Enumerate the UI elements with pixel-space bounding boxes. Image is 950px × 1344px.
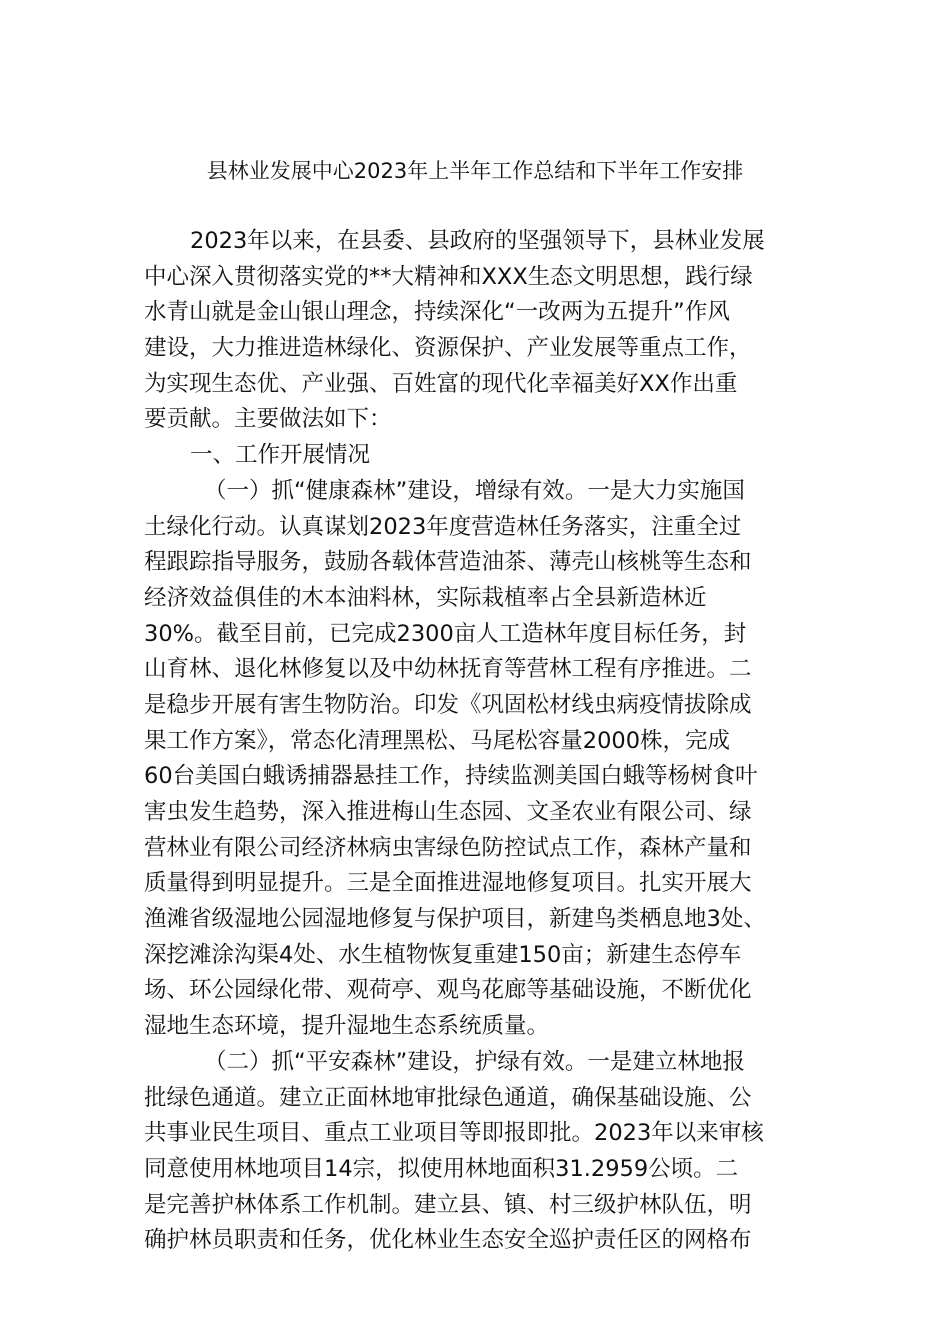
paragraph-line: 湿地生态环境，提升湿地生态系统质量。	[144, 1013, 550, 1040]
paragraph-line: 土绿化行动。认真谋划2023年度营造林任务落实，注重全过	[144, 513, 742, 540]
paragraph-line: 场、环公园绿化带、观荷亭、观鸟花廊等基础设施，不断优化	[144, 977, 752, 1004]
paragraph-line: 经济效益俱佳的木本油料林，实际栽植率占全县新造林近	[144, 584, 707, 611]
paragraph-line: 要贡献。主要做法如下：	[144, 406, 392, 433]
paragraph-line: 果工作方案》，常态化清理黑松、马尾松容量2000株，完成	[144, 727, 731, 754]
paragraph-line: 害虫发生趋势，深入推进梅山生态园、文圣农业有限公司、绿	[144, 799, 752, 825]
paragraph-line: 质量得到明显提升。三是全面推进湿地修复项目。扎实开展大	[144, 870, 752, 897]
paragraph-line: 建设，大力推进造林绿化、资源保护、产业发展等重点工作，	[144, 335, 752, 362]
subsection-heading-line: （一）抓“健康森林”建设，增绿有效。一是大力实施国	[204, 477, 745, 504]
paragraph-line: 确护林员职责和任务，优化林业生态安全巡护责任区的网格布	[144, 1227, 752, 1254]
subsection-heading-line: （二）抓“平安森林”建设，护绿有效。一是建立林地报	[204, 1048, 745, 1075]
paragraph-line: 是稳步开展有害生物防治。印发《巩固松材线虫病疫情拔除成	[144, 691, 752, 718]
paragraph-line: 中心深入贯彻落实党的**大精神和XXX生态文明思想，践行绿	[144, 263, 753, 290]
paragraph-line: 营林业有限公司经济林病虫害绿色防控试点工作，森林产量和	[144, 834, 752, 861]
paragraph-line: 山育林、退化林修复以及中幼林抚育等营林工程有序推进。二	[144, 656, 752, 683]
paragraph-line: 程跟踪指导服务，鼓励各载体营造油茶、薄壳山核桃等生态和	[144, 549, 752, 576]
paragraph-line: 共事业民生项目、重点工业项目等即报即批。2023年以来审核	[144, 1120, 764, 1147]
paragraph-line: 30%。截至目前，已完成2300亩人工造林年度目标任务，封	[144, 620, 747, 647]
paragraph-line: 同意使用林地项目14宗，拟使用林地面积31.2959公顷。二	[144, 1155, 739, 1182]
paragraph-line: 2023年以来，在县委、县政府的坚强领导下，县林业发展	[190, 228, 765, 254]
paragraph-line: 渔滩省级湿地公园湿地修复与保护项目，新建鸟类栖息地3处、	[144, 906, 766, 933]
paragraph-line: 60台美国白蛾诱捕器悬挂工作，持续监测美国白蛾等杨树食叶	[144, 763, 758, 790]
document-title: 县林业发展中心2023年上半年工作总结和下半年工作安排	[206, 159, 744, 183]
paragraph-line: 批绿色通道。建立正面林地审批绿色通道，确保基础设施、公	[144, 1084, 752, 1111]
section-heading: 一、工作开展情况	[190, 442, 371, 469]
paragraph-line: 为实现生态优、产业强、百姓富的现代化幸福美好XX作出重	[144, 370, 738, 397]
document-body	[144, 224, 844, 1259]
paragraph-line: 深挖滩涂沟渠4处、水生植物恢复重建150亩；新建生态停车	[144, 941, 742, 968]
paragraph-line: 水青山就是金山银山理念，持续深化“一改两为五提升”作风	[144, 299, 730, 326]
paragraph-line: 是完善护林体系工作机制。建立县、镇、村三级护林队伍，明	[144, 1191, 752, 1218]
